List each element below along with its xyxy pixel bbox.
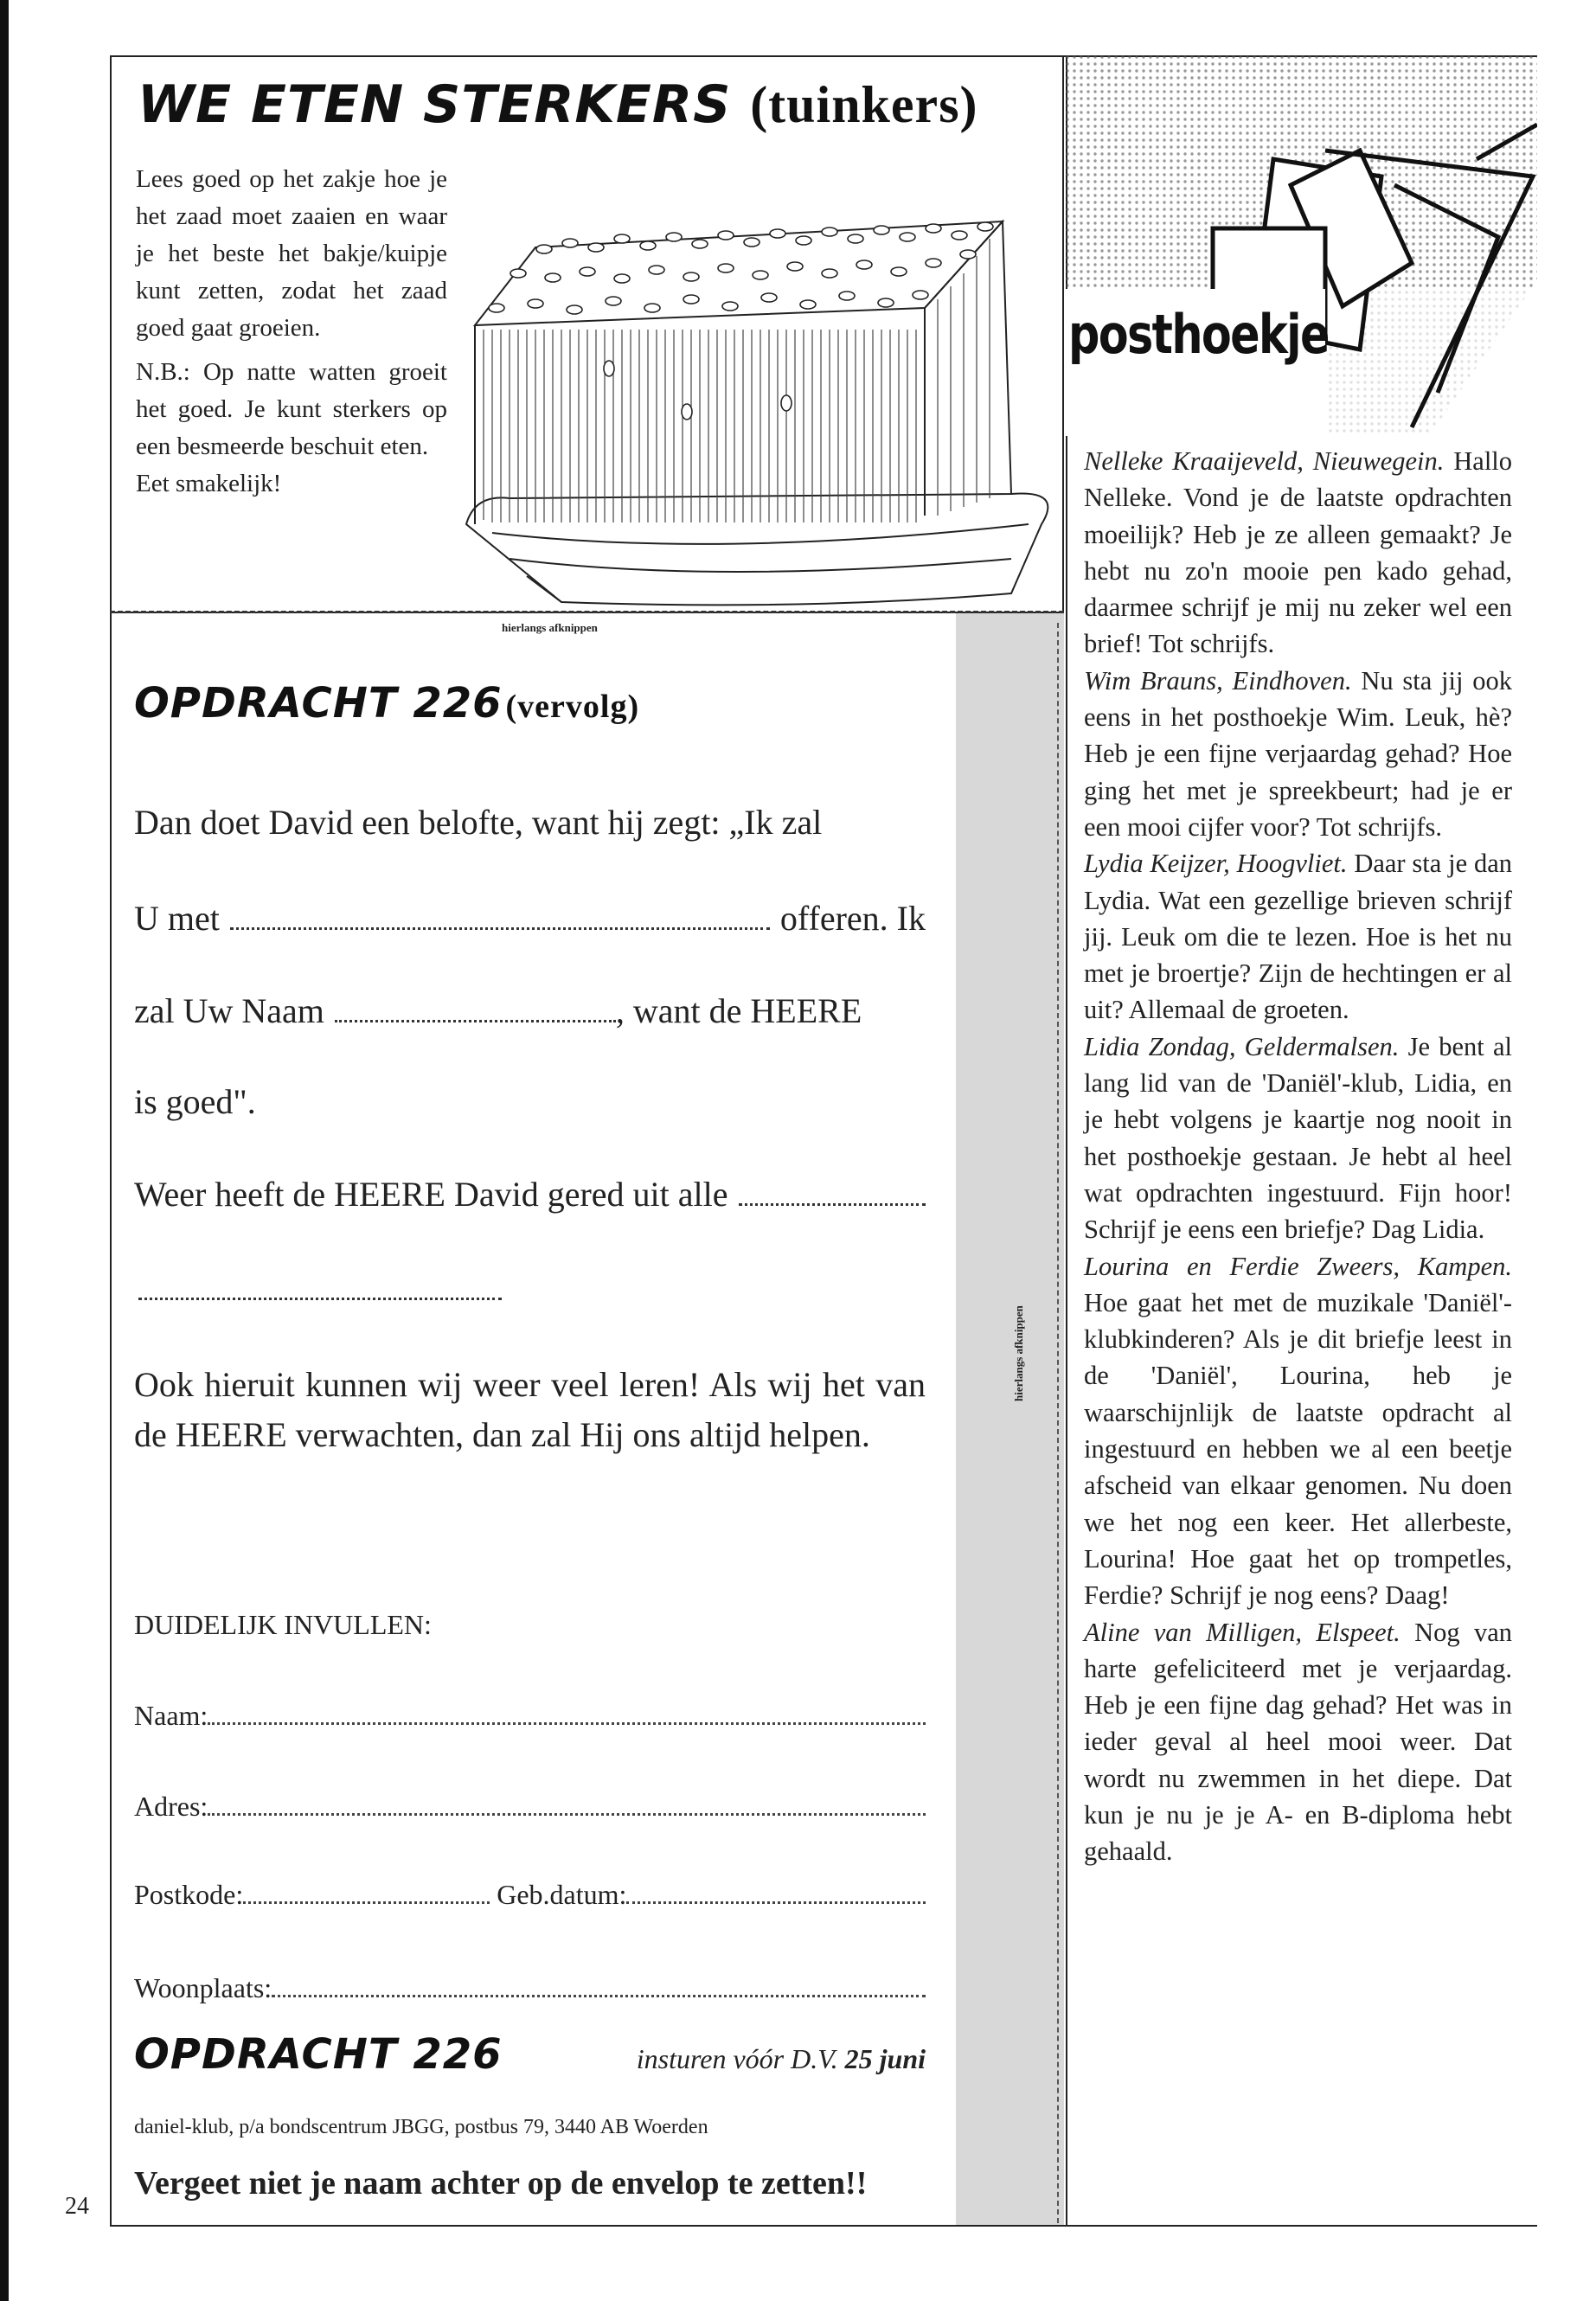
letter (1084, 443, 1512, 663)
letter-body: Je bent al lang lid van de 'Daniël'-klub, Lidia, en je hebt volgens je kaartje nog nooit in het posthoekje gestaan. Je hebt al heel wat opdrachten ingestuurd. Fijn hoor! Schrijf je eens een briefje? Dag Lidia. (1084, 1031, 1512, 1245)
postcode-row (134, 1879, 926, 1911)
letter-body: Nog van harte gefeliciteerd met je verjaardag. Heb je een fijne dag gehad? Het was in ieder geval al heel mooi weer. Dat wordt nu zwemmen in het diepe. Dat kun je nu je je A- en B-diploma hebt gehaald. (1084, 1617, 1513, 1867)
question-line-3 (134, 986, 926, 1036)
posthoekje-graphic (1066, 55, 1537, 436)
text: U met (134, 899, 220, 938)
text: HEERE (334, 1175, 445, 1214)
text: offeren. Ik (779, 899, 926, 938)
postcode-field[interactable] (243, 1901, 490, 1904)
cut-line (110, 611, 1064, 613)
intro-paragraph: N.B.: Op natte watten groeit het goed. Je kunt sterkers op een besmeerde beschuit eten. (136, 358, 447, 460)
gray-margin-strip (956, 613, 1064, 2227)
answer-blank-2[interactable] (335, 1011, 616, 1022)
answer-blank-4-wrap (138, 1289, 502, 1304)
letter-sender: Lydia Keijzer, Hoogvliet. (1084, 849, 1348, 879)
address-field[interactable] (208, 1813, 926, 1816)
posthoekje-title: posthoekje (1068, 303, 1329, 366)
footer-row (134, 2030, 926, 2079)
question-line-5 (134, 1170, 926, 1220)
letter (1084, 1614, 1512, 1870)
letters-text (1084, 443, 1512, 1870)
city-label: Woonplaats: (134, 1972, 272, 2003)
letter-sender: Lidia Zondag, Geldermalsen. (1084, 1031, 1400, 1061)
letter (1084, 1248, 1512, 1614)
answer-blank-1[interactable] (230, 919, 770, 930)
lesson-paragraph: Ook hieruit kunnen wij weer veel leren! Als wij het van de HEERE verwachten, dan zal Hij ons altijd helpen. (134, 1365, 926, 1454)
deadline-text: insturen vóór D.V. (636, 2043, 838, 2074)
intro-text (136, 161, 447, 510)
intro-paragraph: Lees goed op het zakje hoe je het zaad moet zaaien en waar je het beste het bakje/kuipje kunt zetten, zodat het zaad goed gaat groeien. (136, 165, 447, 342)
page-number: 24 (65, 2193, 89, 2220)
reminder: Vergeet niet je naam achter op de envelop te zetten!! (134, 2165, 868, 2202)
text: Weer heeft de (134, 1175, 326, 1214)
name-field[interactable] (208, 1722, 926, 1725)
assignment-title: OPDRACHT 226 (134, 679, 503, 727)
letter-body: Hallo Nelleke. Vond je de laatste opdrachten moeilijk? Heb je ze alleen gemaakt? Je hebt nu zo'n mooie pen kado gehad, daarmee schrijf je mij nu zeker wel een brief! Tot schrijfs. (1084, 446, 1513, 659)
city-row (134, 1972, 926, 2004)
side-cut-label: hierlangs afknippen (1012, 1305, 1025, 1401)
fill-in-heading: DUIDELIJK INVULLEN: (134, 1609, 432, 1640)
text: HEERE (750, 991, 862, 1030)
birthdate-label: Geb.datum: (497, 1879, 627, 1910)
text: zal Uw Naam (134, 991, 324, 1030)
club-address: daniel-klub, p/a bondscentrum JBGG, postbus 79, 3440 AB Woerden (134, 2116, 708, 2138)
question-line-1: Dan doet David een belofte, want hij zegt: „Ik zal (134, 803, 823, 842)
address-label: Adres: (134, 1791, 208, 1822)
letter-body: Nu sta jij ook eens in het posthoekje Wim. Leuk, hè? Heb je een fijne verjaardag gehad? Hoe ging het met je spreekbeurt; had je er een mooi cijfer voor? Tot schrijfs. (1084, 665, 1513, 842)
question-line-4: is goed". (134, 1082, 256, 1121)
title-sub: (tuinkers) (750, 76, 978, 133)
postcode-label: Postkode: (134, 1879, 244, 1910)
address-row (134, 1791, 926, 1823)
text: David gered uit alle (453, 1175, 728, 1214)
letter-sender: Wim Brauns, Eindhoven. (1084, 665, 1352, 695)
letter-sender: Aline van Milligen, Elspeet. (1084, 1617, 1401, 1647)
footer-assignment-title: OPDRACHT 226 (134, 2030, 503, 2079)
cut-label: hierlangs afknippen (502, 621, 598, 634)
text: , want de (615, 991, 742, 1030)
letter-body: Hoe gaat het met de muzikale 'Daniël'-klubkinderen? Als je dit briefje leest in de 'Daniël', Lourina, heb je waarschijnlijk de laatste opdracht al ingestuurd en hebben we al een beetje afscheid van elkaar genomen. Nu doen we het nog een keer. Het allerbeste, Lourina! Hoe gaat het op trompetles, Ferdie? Schrijf je nog eens? Daag! (1084, 1287, 1512, 1611)
deadline-date: 25 juni (844, 2043, 926, 2074)
page-bottom-rule (110, 2225, 1066, 2227)
binding-edge (0, 0, 9, 2301)
name-label: Naam: (134, 1700, 208, 1731)
letter (1084, 1029, 1512, 1248)
deadline (637, 2043, 926, 2075)
question-line-2 (134, 894, 926, 944)
birthdate-field[interactable] (626, 1901, 926, 1904)
city-field[interactable] (272, 1995, 926, 1997)
answer-blank-3[interactable] (739, 1195, 926, 1206)
sterkers-section (110, 55, 1064, 613)
letter-sender: Lourina en Ferdie Zweers, Kampen. (1084, 1251, 1512, 1281)
letter (1084, 663, 1512, 845)
assignment-subtitle: (vervolg) (505, 689, 640, 725)
side-dash-line (1057, 623, 1059, 2223)
answer-blank-4[interactable] (138, 1289, 502, 1300)
letter-body: Daar sta je dan Lydia. Wat een gezellige brieven schrijf jij. Leuk om die te lezen. Hoe is het nu met je broertje? Zijn de hechtingen er al uit? Allemaal de groeten. (1084, 849, 1513, 1025)
letter (1084, 845, 1512, 1028)
letter-sender: Nelleke Kraaijeveld, Nieuwegein. (1084, 446, 1445, 476)
name-row (134, 1700, 926, 1732)
assignment-heading (134, 679, 639, 727)
section-title (138, 74, 978, 135)
title-main: WE ETEN STERKERS (138, 74, 732, 135)
intro-paragraph: Eet smakelijk! (136, 470, 282, 497)
cress-tray-illustration (458, 152, 1054, 611)
